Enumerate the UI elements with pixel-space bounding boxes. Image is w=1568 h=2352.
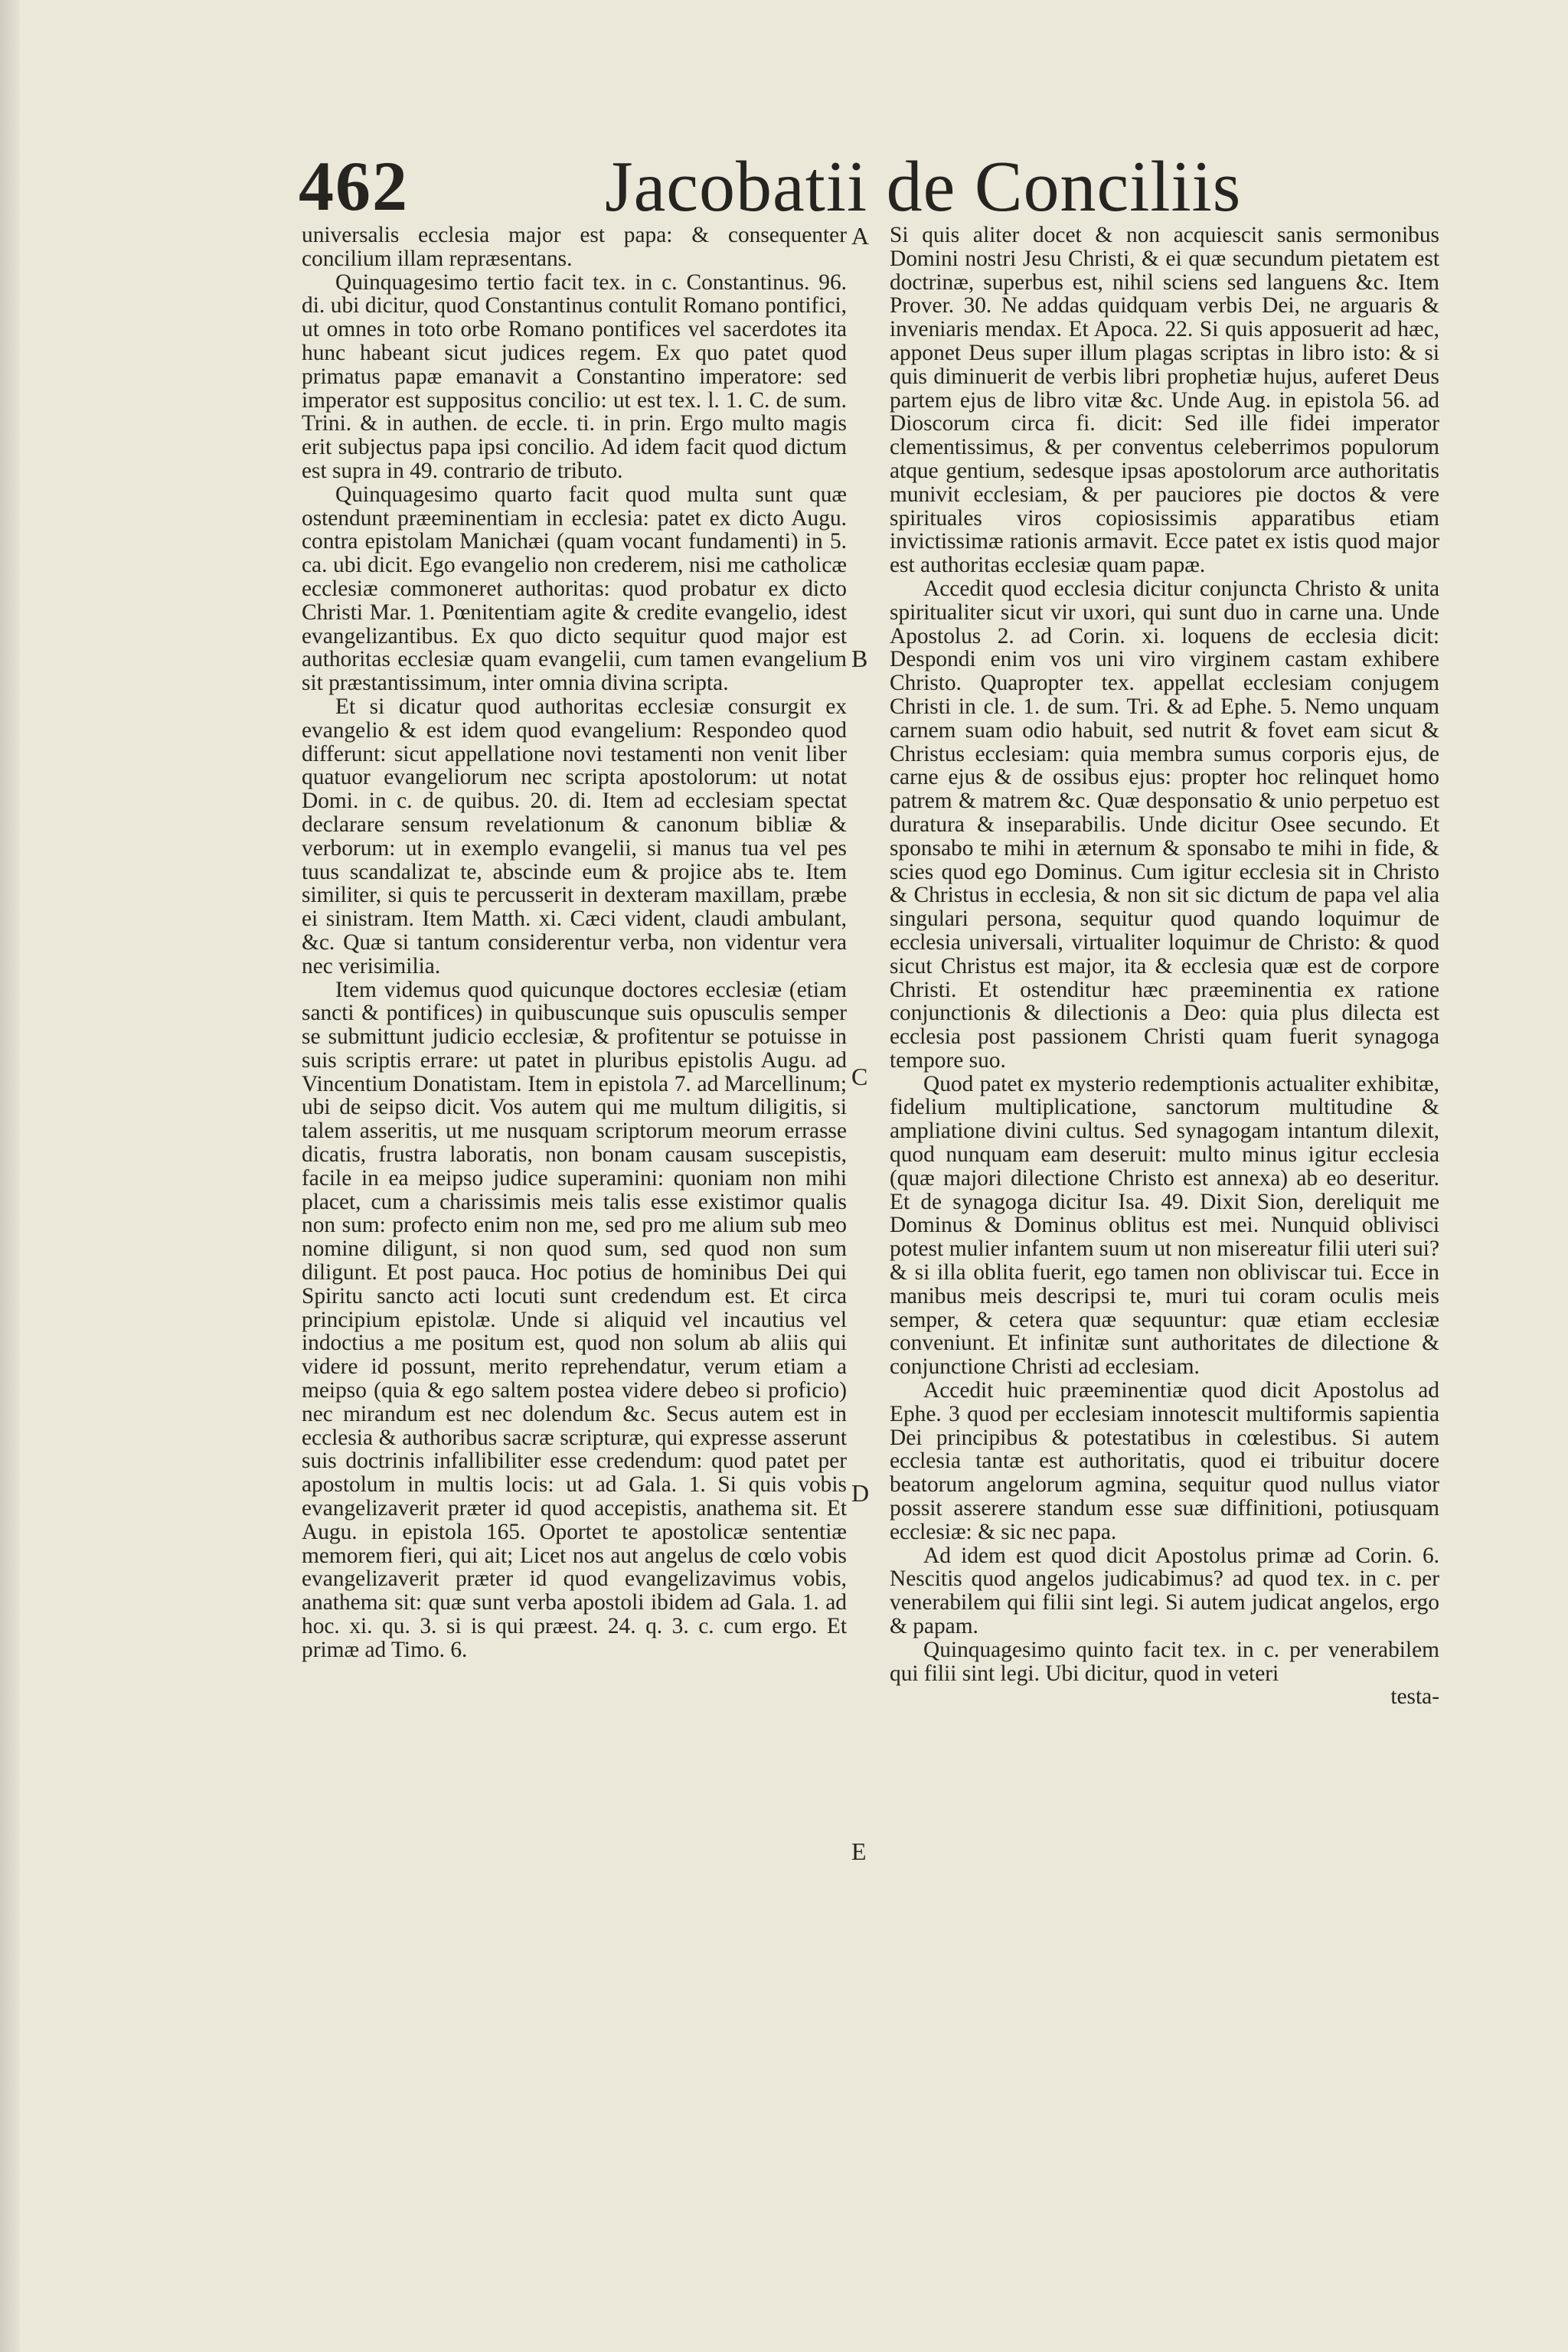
paragraph: Et si dicatur quod authoritas ecclesiæ consurgit ex evangelio & est idem quod evangelium: Respondeo quod differunt: sicut appellatione novi testamenti non venit liber quatuor evangeliorum nec scripta apostolorum: ut notat Domi. in c. de quibus. 20. di. Item ad ecclesiam spectat declarare sensum revelationum & canonum bibliæ & verborum: ut in exemplo evangelii, si manus tua vel pes tuus scandalizat te, abscinde eum & projice abs te. Item similiter, si quis te percusserit in dexteram maxillam, præbe ei sinistram. Item Matth. xi. Cæci vident, claudi ambulant, &c. Quæ si tantum considerentur verba, non videntur vera nec verisimilia. <box>302 694 847 978</box>
page-binding-edge <box>0 0 20 2352</box>
paragraph: Accedit huic præeminentiæ quod dicit Apostolus ad Ephe. 3 quod per ecclesiam innotescit multiformis sapientia Dei principibus & potestatibus in cœlestibus. Si autem ecclesia tantæ est authoritatis, quod ei tribuitur docere beatorum angelorum agmina, sequitur quod nullus viator possit asserere standum esse suæ diffinitioni, potiusquam ecclesiæ: & sic nec papa. <box>890 1378 1439 1544</box>
page-header <box>299 145 1393 230</box>
paragraph: Si quis aliter docet & non acquiescit sanis sermonibus Domini nostri Jesu Christi, & ei quæ secundum pietatem est doctrinæ, superbus est, nihil sciens sed languens &c. Item Prover. 30. Ne addas quidquam verbis Dei, ne arguaris & inveniaris mendax. Et Apoca. 22. Si quis apposuerit ad hæc, apponet Deus super illum plagas scriptas in libro isto: & si quis diminuerit de verbis libri prophetiæ hujus, auferet Deus partem ejus de libro vitæ &c. Unde Aug. in epistola 56. ad Dioscorum circa fi. dicit: Sed ille fidei imperator clementissimus, & per conventus celeberrimos populorum atque gentium, sedesque ipsas apostolorum arce authoritatis munivit ecclesiam, & per pauciores pie doctos & vere spirituales viros copiosissimis apparatibus etiam invictissimæ rationis armavit. Ecce patet ex istis quod major est authoritas ecclesiæ quam papæ. <box>890 223 1439 578</box>
paragraph: Accedit quod ecclesia dicitur conjuncta Christo & unita spiritualiter sicut vir uxori, qui sunt duo in carne una. Unde Apostolus 2. ad Corin. xi. loquens de ecclesia dicit: Despondi enim vos uni viro virginem castam exhibere Christo. Quapropter tex. appellat ecclesiam conjugem Christi in cle. 1. de sum. Tri. & ad Ephe. 5. Nemo unquam carnem suam odio habuit, sed nutrit & fovet eam sicut & Christus ecclesiam: quia membra sumus corporis ejus, de carne ejus & de ossibus ejus: propter hoc relinquet homo patrem & matrem &c. Quæ desponsatio & unio perpetuo est duratura & inseparabilis. Unde dicitur Osee secundo. Et sponsabo te mihi in æternum & sponsabo te mihi in fide, & scies quod ego Dominus. Cum igitur ecclesia sit in Christo & Christus in ecclesia, & non sit sic dictum de papa vel alia singulari persona, sequitur quod quando loquimur de ecclesia universali, virtualiter loquimur de Christo: & quod sicut Christus est major, ita & ecclesia quæ est de corpore Christi. Et ostenditur hæc præeminentia ex ratione conjunctionis & dilectionis a Deo: quia plus dilecta est ecclesia post passionem Christi quam fuerit synagoga tempore suo. <box>890 576 1439 1073</box>
paragraph: universalis ecclesia major est papa: & consequenter concilium illam repræsentans. <box>302 223 847 271</box>
paragraph: Item videmus quod quicunque doctores ecclesiæ (etiam sancti & pontifices) in quibuscunque suis opusculis semper se submittunt judicio ecclesiæ, & profitentur se potuisse in suis scriptis errare: ut patet in pluribus epistolis Augu. ad Vincentium Donatistam. Item in epistola 7. ad Marcellinum; ubi de seipso dicit. Vos autem qui me multum diligitis, si talem asseritis, ut me nusquam scriptorum meorum errasse dicatis, frustra laboratis, non bonam causam suscepistis, facile in ea meipso judice superamini: quoniam non mihi placet, cum a charissimis meis talis esse existimor qualis non sum: profecto enim non me, sed pro me alium sub meo nomine diligunt, si non quod sum, sed quod non sum diligunt. Et post pauca. Hoc potius de hominibus Dei qui Spiritu sancto acti locuti sunt credendum est. Et circa principium epistolæ. Unde si aliquid vel incautius vel indoctius a me positum est, quod non solum ab aliis qui videre id possunt, merito reprehendatur, verum etiam a meipso (quia & ego saltem postea videre debeo si proficio) nec mirandum est nec dolendum &c. Secus autem est in ecclesia & authoribus sacræ scripturæ, qui expresse asserunt suis doctrinis infallibiliter esse credendum: quod patet per apostolum in multis locis: ut ad Gala. 1. Si quis vobis evangelizaverit præter id quod accepistis, anathema sit. Et Augu. in epistola 165. Oportet te apostolicæ sententiæ memorem fieri, qui ait; Licet nos aut angelus de cœlo vobis evangelizaverit præter id quod evangelizavimus vobis, anathema sit: quæ sunt verba apostoli ibidem ad Gala. 1. ad hoc. xi. qu. 3. si is qui præest. 24. q. 3. c. cum ergo. Et primæ ad Timo. 6. <box>302 977 847 1662</box>
right-column <box>890 224 1439 1709</box>
margin-letter-a: A <box>851 222 870 250</box>
catchword: testa- <box>1390 1684 1439 1710</box>
paragraph: Ad idem est quod dicit Apostolus primæ ad Corin. 6. Nescitis quod angelos judicabimus? ad quod tex. in c. per venerabilem qui filii sint legi. Si autem judicat angelos, ergo & papam. <box>890 1543 1439 1639</box>
page-number: 462 <box>299 147 409 225</box>
margin-letter-e: E <box>851 1838 867 1865</box>
paragraph: Quod patet ex mysterio redemptionis actualiter exhibitæ, fidelium multiplicatione, sanctorum multitudine & ampliatione divini cultus. Sed synagogam intantum dilexit, quod nunquam eam deseruit: multo minus igitur ecclesia (quæ majori dilectione Christo est annexa) ab eo deseritur. Et de synagoga dicitur Isa. 49. Dixit Sion, dereliquit me Dominus & Dominus oblitus est mei. Nunquid oblivisci potest mulier infantem suum ut non misereatur filii uteri sui? & si illa oblita fuerit, ego tamen non obliviscar tui. Ecce in manibus meis descripsi te, muri tui coram oculis meis semper, & cetera quæ sequuntur: quæ etiam ecclesiæ conveniunt. Et infinitæ sunt authoritates de dilectione & conjunctione Christi ad ecclesiam. <box>890 1071 1439 1380</box>
paragraph: Quinquagesimo quinto facit tex. in c. per venerabilem qui filii sint legi. Ubi dicitur, quod in veteri <box>890 1637 1439 1686</box>
margin-letter-c: C <box>851 1063 868 1090</box>
margin-letter-b: B <box>851 645 868 672</box>
running-title: Jacobatii de Conciliis <box>605 147 1242 227</box>
paragraph: Quinquagesimo quarto facit quod multa sunt quæ ostendunt præeminentiam in ecclesia: patet ex dicto Augu. contra epistolam Manichæi (quam vocant fundamenti) in 5. ca. ubi dicit. Ego evangelio non crederem, nisi me catholicæ ecclesiæ commoneret authoritas: quod probatur ex dicto Christi Mar. 1. Pœnitentiam agite & credite evangelio, idest evangelizantibus. Ex quo dicto sequitur quod major est authoritas ecclesiæ quam evangelii, cum tamen evangelium sit præstantissimum, inter omnia divina scripta. <box>302 482 847 696</box>
margin-letter-d: D <box>851 1479 870 1507</box>
paragraph: Quinquagesimo tertio facit tex. in c. Constantinus. 96. di. ubi dicitur, quod Constantinus contulit Romano pontifici, ut omnes in toto orbe Romano pontifices vel sacerdotes ita hunc habeant sicut judices regem. Ex quo patet quod primatus papæ emanavit a Constantino imperatore: sed imperator est suppositus concilio: ut est tex. l. 1. C. de sum. Trini. & in authen. de eccle. ti. in prin. Ergo multo magis erit subjectus papa ipsi concilio. Ad idem facit quod dictum est supra in 49. contrario de tributo. <box>302 270 847 483</box>
left-column <box>302 224 847 1662</box>
